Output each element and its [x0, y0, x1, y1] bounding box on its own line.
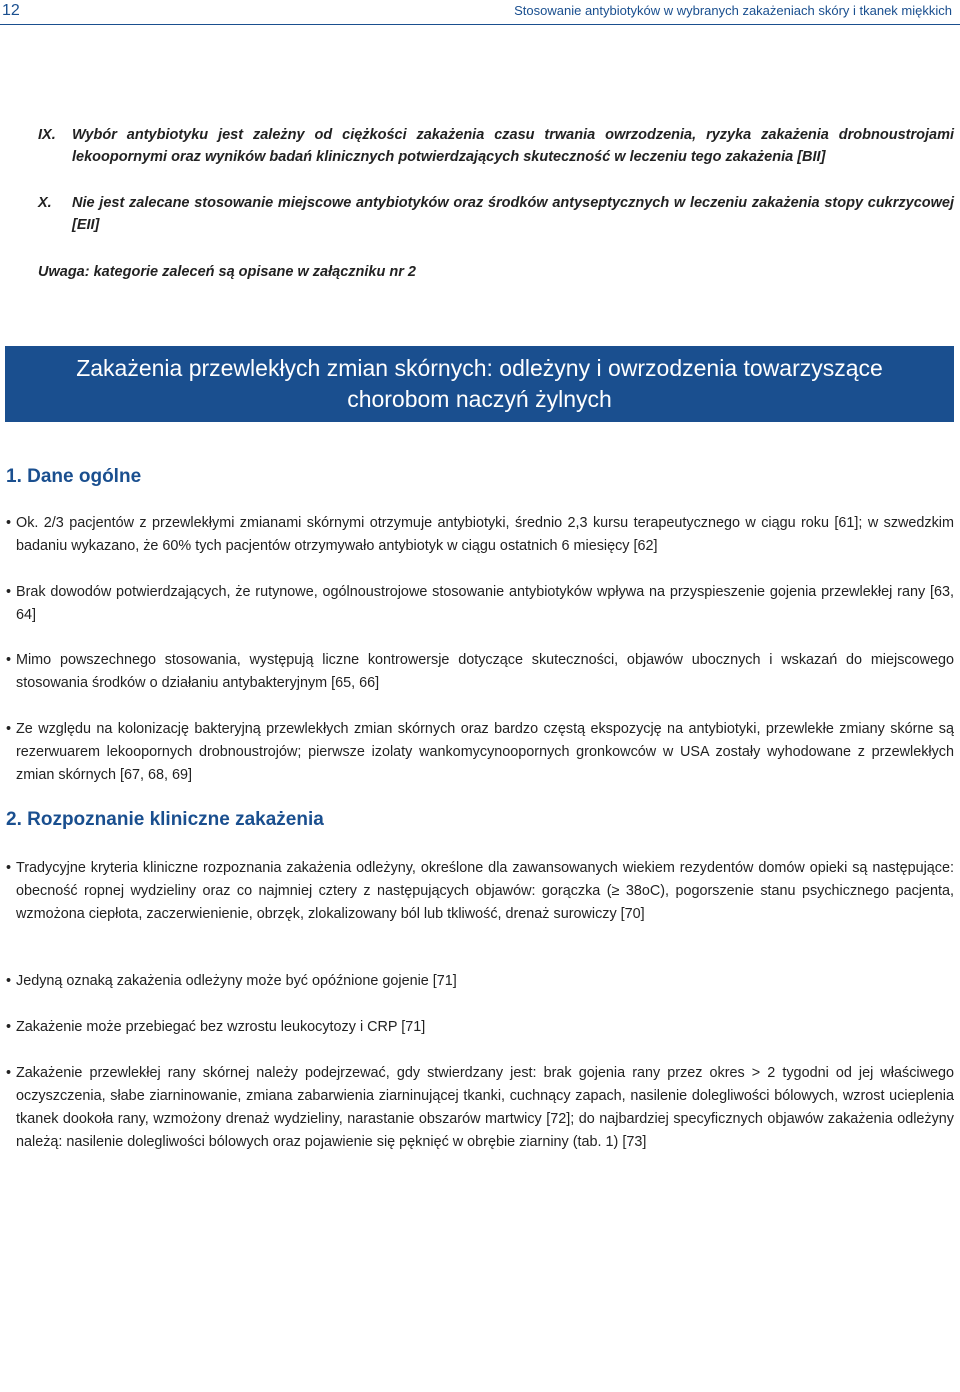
- page-header: [0, 0, 960, 24]
- section-title: Zakażenia przewlekłych zmian skórnych: odleżyny i owrzodzenia towarzyszące chorobom naczyń żylnych: [76, 355, 883, 412]
- recommendation-note: Uwaga: kategorie zaleceń są opisane w załączniku nr 2: [38, 264, 416, 280]
- list-item-text: Zakażenie może przebiegać bez wzrostu leukocytozy i CRP [71]: [16, 1019, 426, 1035]
- list-item-text: Ze względu na kolonizację bakteryjną przewlekłych zmian skórnych oraz bardzo częstą ekspozycję na antybiotyki, przewlekłe zmiany skórne są rezerwuarem lekoopornych drobnoustrojów; pierwsze izolaty wankomycynoopornych gronkowców w USA zostały wyhodowane z przewlekłych zmian skórnych [67, 68, 69]: [16, 721, 954, 783]
- list-item: [6, 1062, 954, 1154]
- recommendation-number: X.: [38, 195, 52, 211]
- bullet-icon: •: [6, 1019, 12, 1035]
- list-item: [6, 512, 954, 558]
- list-item: [6, 857, 954, 926]
- list-item: [6, 649, 954, 695]
- list-item: [6, 581, 954, 627]
- list-item-text: Ok. 2/3 pacjentów z przewlekłymi zmianami skórnymi otrzymuje antybiotyki, średnio 2,3 kursu terapeutycznego w ciągu roku [61]; w szwedzkim badaniu wykazano, że 60% tych pacjentów otrzymywało antybiotyk w ciągu ostatnich 6 miesięcy [62]: [16, 515, 954, 554]
- recommendation-number: IX.: [38, 127, 56, 143]
- page-number: 12: [2, 2, 20, 19]
- subsection-heading-diagnosis: 2. Rozpoznanie kliniczne zakażenia: [6, 809, 324, 830]
- recommendation-ix: [38, 124, 954, 170]
- bullet-icon: •: [6, 721, 12, 737]
- list-item-text: Zakażenie przewlekłej rany skórnej należy podejrzewać, gdy stwierdzany jest: brak gojenia rany przez okres > 2 tygodni od jej właściwego oczyszczenia, słabe ziarninowanie, zmiana zabarwienia ziarninującej tkanki, cuchnący zapach, nasilenie dolegliwości bólowych, wzrost ucieplenia tkanek dookoła rany, wzmożony drenaż wydzieliny, narastanie obszarów martwicy [72]; do najbardziej specyficznych objawów zakażenia odleżyny należą: nasilenie dolegliwości bólowych oraz pojawienie się pęknięć w obrębie ziarniny (tab. 1) [73]: [16, 1065, 954, 1150]
- bullet-icon: •: [6, 584, 12, 600]
- list-item: [6, 1016, 954, 1039]
- bullet-icon: •: [6, 515, 12, 531]
- bullet-icon: •: [6, 1065, 12, 1081]
- running-title: Stosowanie antybiotyków w wybranych zakażeniach skóry i tkanek miękkich: [514, 3, 952, 18]
- list-item-text: Mimo powszechnego stosowania, występują liczne kontrowersje dotyczące skuteczności, objawów ubocznych i wskazań do miejscowego stosowania środków o działaniu antybakteryjnym [65, 66]: [16, 652, 954, 691]
- recommendation-text: Wybór antybiotyku jest zależny od ciężkości zakażenia czasu trwania owrzodzenia, ryzyka zakażenia drobnoustrojami lekoopornymi oraz wyników badań klinicznych potwierdzających skuteczność w leczeniu tego zakażenia [BII]: [72, 127, 954, 165]
- recommendation-x: [38, 192, 954, 238]
- section-title-banner: [5, 346, 954, 422]
- header-divider: [0, 24, 960, 25]
- subsection-heading-general: 1. Dane ogólne: [6, 466, 142, 487]
- list-item: [6, 718, 954, 787]
- bullet-icon: •: [6, 652, 12, 668]
- list-item-text: Tradycyjne kryteria kliniczne rozpoznania zakażenia odleżyny, określone dla zawansowanych wiekiem rezydentów domów opieki są następujące: obecność ropnej wydzieliny oraz co najmniej cztery z następujących objawów: gorączka (≥ 38oC), pogorszenie stanu psychicznego pacjenta, wzmożona ciepłota, zaczerwienienie, obrzęk, zlokalizowany ból lub tkliwość, drenaż surowiczy [70]: [16, 860, 954, 922]
- bullet-icon: •: [6, 973, 12, 989]
- list-item-text: Brak dowodów potwierdzających, że rutynowe, ogólnoustrojowe stosowanie antybiotyków wpływa na przyspieszenie gojenia przewlekłej rany [63, 64]: [16, 584, 954, 623]
- list-item: [6, 970, 954, 993]
- recommendation-text: Nie jest zalecane stosowanie miejscowe antybiotyków oraz środków antyseptycznych w leczeniu zakażenia stopy cukrzycowej [EII]: [72, 195, 954, 233]
- bullet-icon: •: [6, 860, 12, 876]
- list-item-text: Jedyną oznaką zakażenia odleżyny może być opóźnione gojenie [71]: [16, 973, 457, 989]
